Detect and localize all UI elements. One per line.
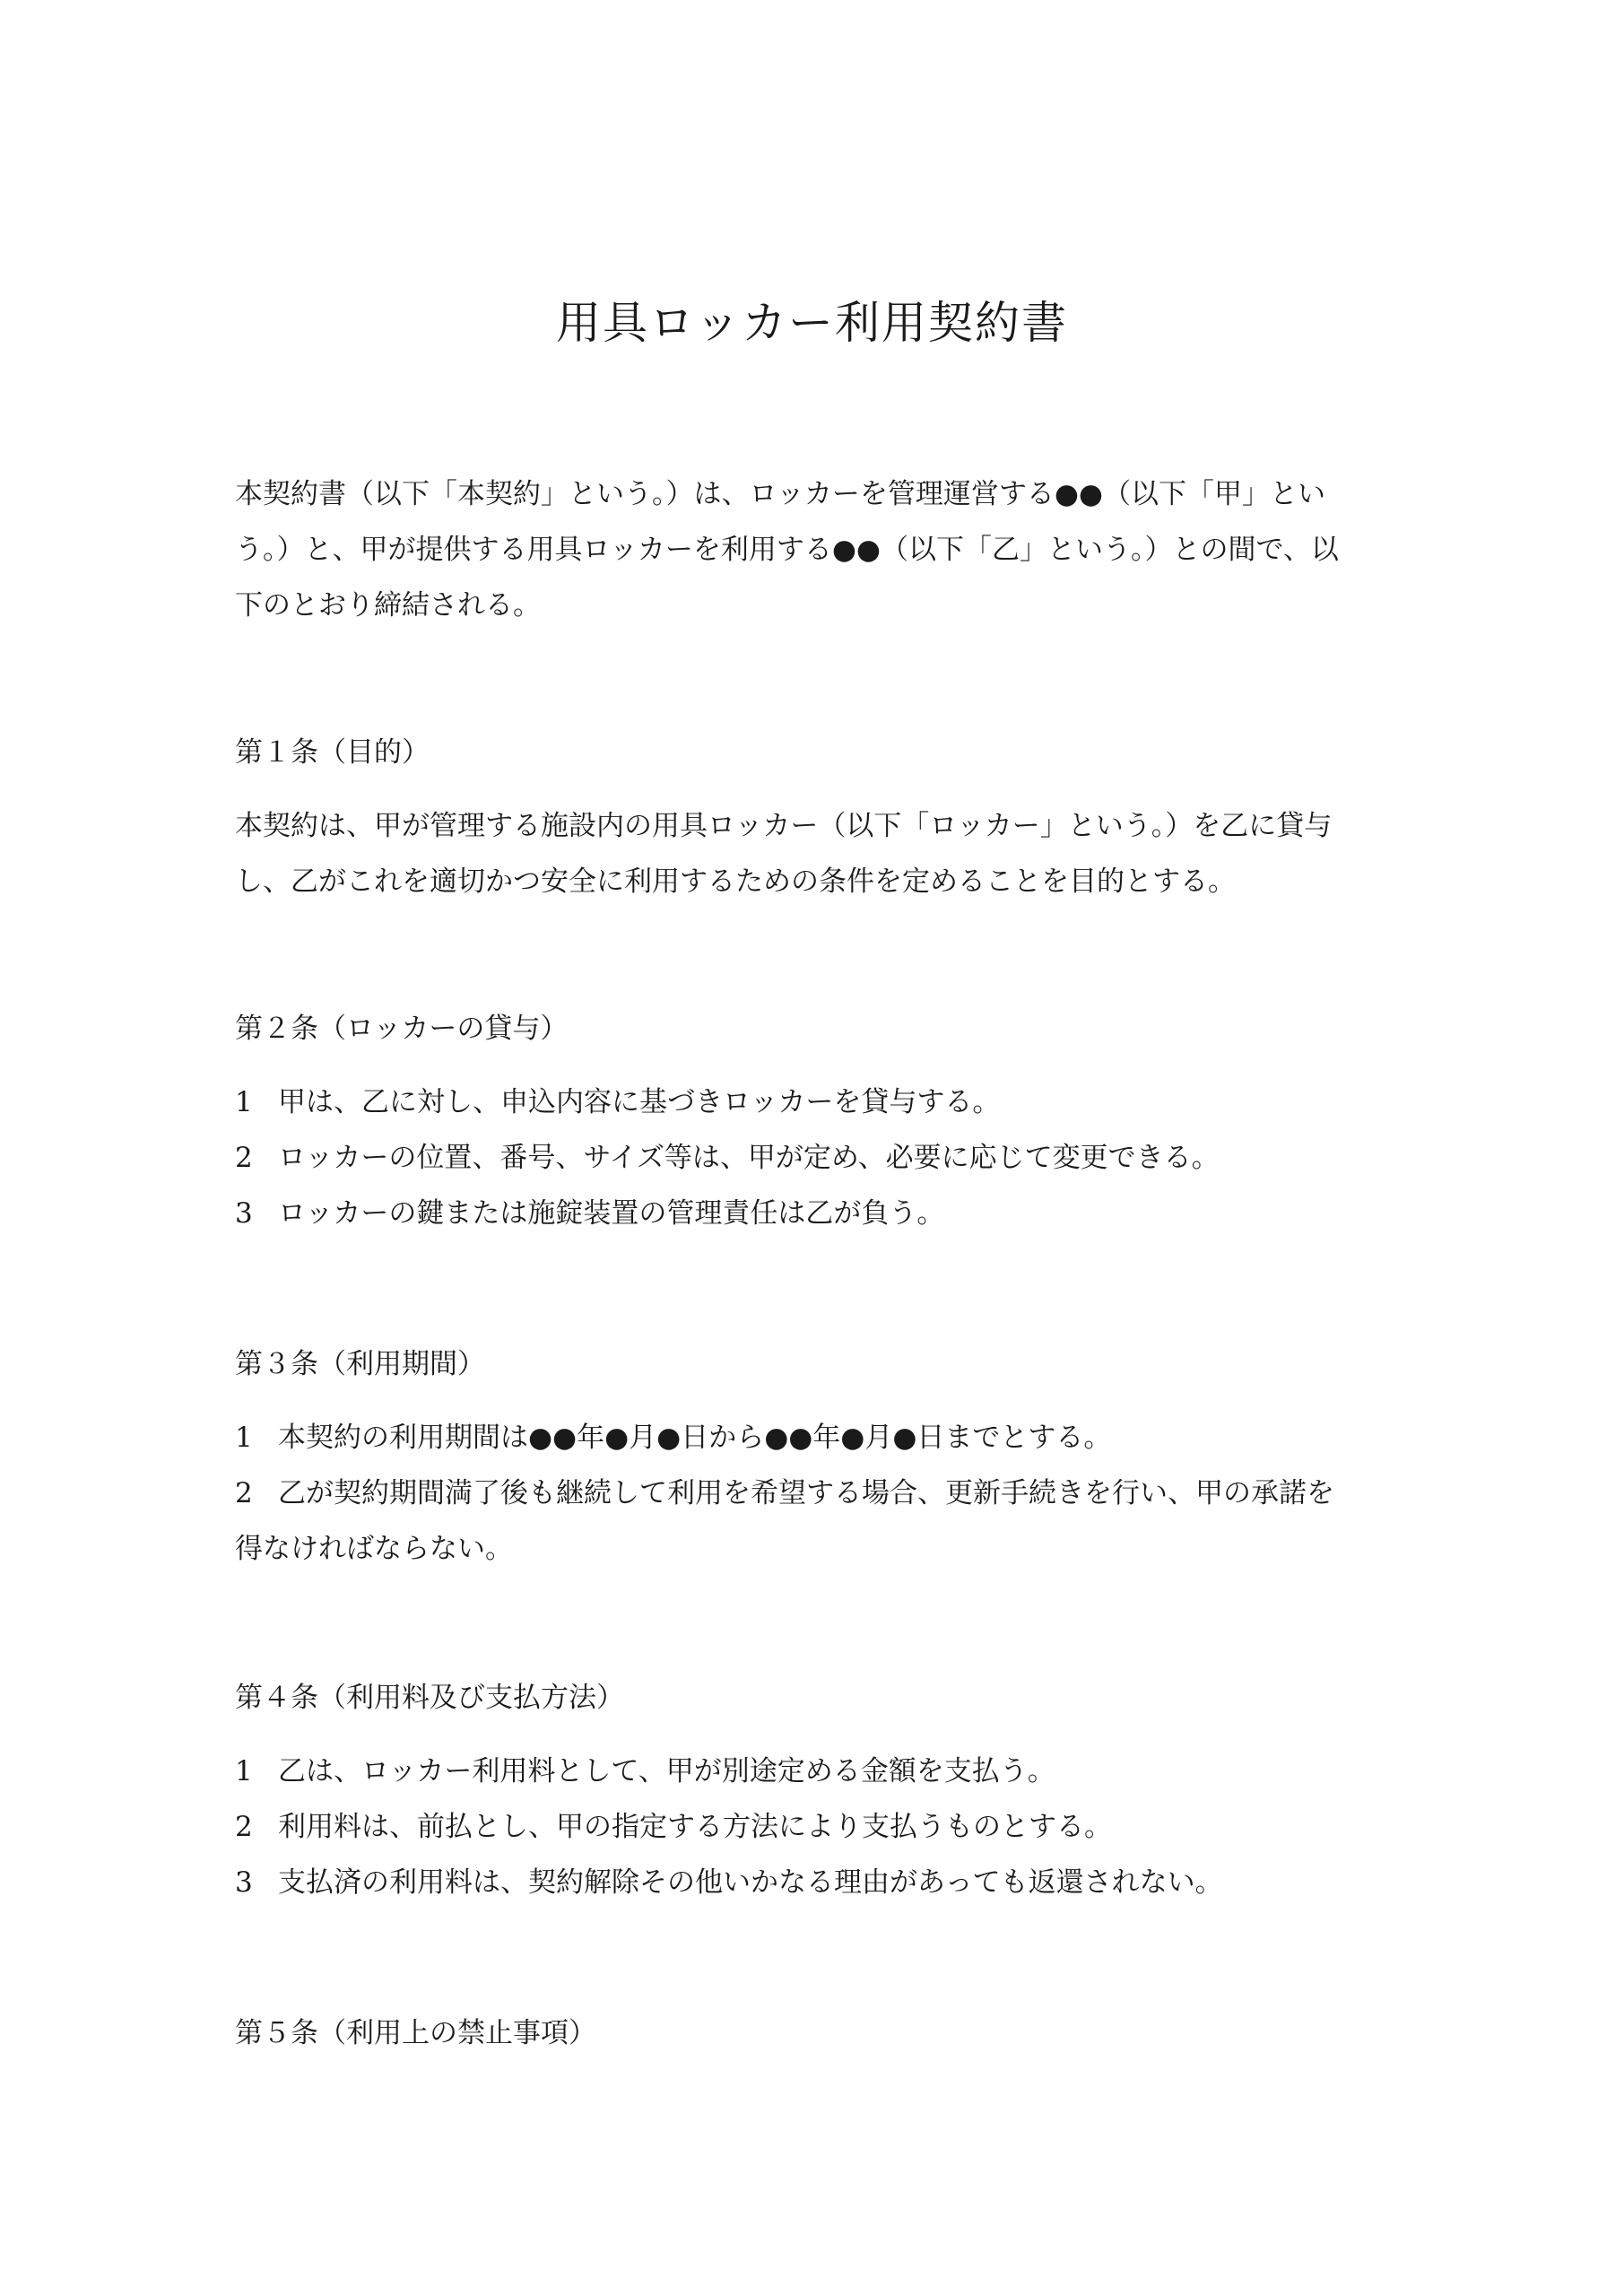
article-4-item-3 <box>235 1855 1401 1910</box>
item-text: 甲は、乙に対し、申込内容に基づきロッカーを貸与する。 <box>278 1086 1001 1118</box>
article-4-item-2 <box>235 1799 1401 1855</box>
article-4-item-1 <box>235 1744 1401 1799</box>
item-number: 3 <box>235 1197 253 1230</box>
article-2-item-2 <box>235 1130 1401 1186</box>
article-3-item-1 <box>235 1410 1401 1465</box>
article-3-item-2 <box>235 1465 1401 1577</box>
article-5-heading: 第５条（利用上の禁止事項） <box>235 2017 596 2049</box>
article-3-heading: 第３条（利用期間） <box>235 1348 485 1380</box>
article-4-heading: 第４条（利用料及び支払方法） <box>235 1682 624 1714</box>
item-number: 1 <box>235 1422 253 1454</box>
item-text: 利用料は、前払とし、甲の指定する方法により支払うものとする。 <box>278 1811 1112 1843</box>
item-number: 2 <box>235 1811 253 1843</box>
article-1-text: 本契約は、甲が管理する施設内の用具ロッカー（以下「ロッカー」という。）を乙に貸与 し、乙がこれを適切かつ安全に利用するための条件を定めることを目的とする。 <box>235 810 1333 898</box>
item-number: 2 <box>235 1477 253 1509</box>
article-2-heading: 第２条（ロッカーの貸与） <box>235 1013 569 1045</box>
article-2-item-3 <box>235 1186 1401 1241</box>
item-text: ロッカーの鍵または施錠装置の管理責任は乙が負う。 <box>278 1197 945 1230</box>
item-number: 3 <box>235 1866 253 1899</box>
article-1-heading: 第１条（目的） <box>235 736 430 769</box>
item-number: 2 <box>235 1142 253 1174</box>
preamble-paragraph: 本契約書（以下「本契約」という。）は、ロッカーを管理運営する●●（以下「甲」とい う。）と、甲が提供する用具ロッカーを利用する●●（以下「乙」という。）との間で、以 下のとおり締結される。 <box>235 478 1339 622</box>
item-text: 乙は、ロッカー利用料として、甲が別途定める金額を支払う。 <box>278 1755 1055 1787</box>
item-number: 1 <box>235 1086 253 1118</box>
item-text: 乙が契約期間満了後も継続して利用を希望する場合、更新手続きを行い、甲の承諾を 得なければならない。 <box>235 1477 1334 1565</box>
article-2-item-1 <box>235 1074 1401 1130</box>
item-text: 支払済の利用料は、契約解除その他いかなる理由があっても返還されない。 <box>278 1866 1223 1899</box>
item-text: 本契約の利用期間は●●年●月●日から●●年●月●日までとする。 <box>278 1422 1112 1454</box>
document-title: 用具ロッカー利用契約書 <box>556 297 1068 349</box>
item-text: ロッカーの位置、番号、サイズ等は、甲が定め、必要に応じて変更できる。 <box>278 1142 1220 1174</box>
item-number: 1 <box>235 1755 253 1787</box>
